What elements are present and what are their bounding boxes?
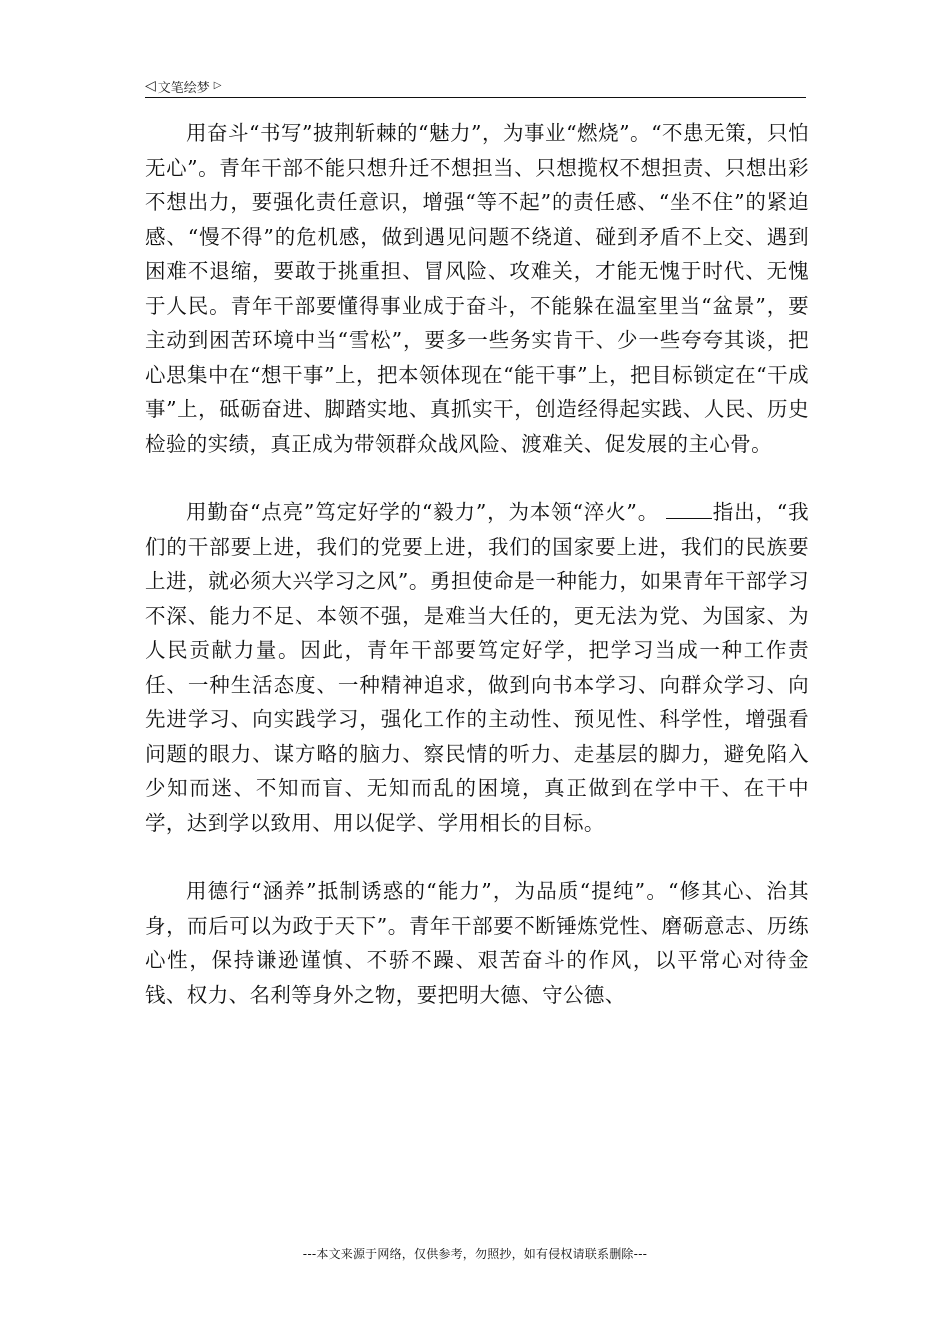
redacted-blank xyxy=(666,500,712,519)
paragraph-diligence xyxy=(145,495,809,840)
document-body xyxy=(145,116,809,1046)
paragraph-diligence-body: 指出，“我们的干部要上进，我们的党要上进，我们的国家要上进，我们的民族要上进，就必须大兴学习之风”。勇担使命是一种能力，如果青年干部学习不深、能力不足、本领不强，是难当大任的，更无法为党、为国家、为人民贡献力量。因此，青年干部要笃定好学，把学习当成一种工作责任、一种生活态度、一种精神追求，做到向书本学习、向群众学习、向先进学习、向实践学习，强化工作的主动性、预见性、科学性，增强看问题的眼力、谋方略的脑力、察民情的听力、走基层的脚力，避免陷入少知而迷、不知而盲、无知而乱的困境，真正做到在学中干、在干中学，达到学以致用、用以促学、学用相长的目标。 xyxy=(145,500,809,835)
paragraph-diligence-lead: 用勤奋“点亮”笃定好学的“毅力”，为本领“淬火”。 xyxy=(186,500,660,524)
header-divider xyxy=(145,97,806,98)
paragraph-virtue: 用德行“涵养”抵制诱惑的“能力”，为品质“提纯”。“修其心、治其身，而后可以为政于天下”。青年干部要不断锤炼党性、磨砺意志、历练心性，保持谦逊谨慎、不骄不躁、艰苦奋斗的作风，以平常心对待金钱、权力、名利等身外之物，要把明大德、守公德、 xyxy=(145,879,809,1007)
footer-notice: ---本文来源于网络，仅供参考，勿照抄，如有侵权请联系删除--- xyxy=(302,1247,648,1261)
paragraph-struggle: 用奋斗“书写”披荆斩棘的“魅力”，为事业“燃烧”。“不患无策，只怕无心”。青年干部不能只想升迁不想担当、只想揽权不想担责、只想出彩不想出力，要强化责任意识，增强“等不起”的责任感、“坐不住”的紧迫感、“慢不得”的危机感，做到遇见问题不绕道、碰到矛盾不上交、遇到困难不退缩，要敢于挑重担、冒风险、攻难关，才能无愧于时代、无愧于人民。青年干部要懂得事业成于奋斗，不能躲在温室里当“盆景”，要主动到困苦环境中当“雪松”，要多一些务实肯干、少一些夸夸其谈，把心思集中在“想干事”上，把本领体现在“能干事”上，把目标锁定在“干成事”上，砥砺奋进、脚踏实地、真抓实干，创造经得起实践、人民、历史检验的实绩，真正成为带领群众战风险、渡难关、促发展的主心骨。 xyxy=(145,121,809,456)
page-header xyxy=(145,74,222,98)
triangle-left-icon: ◁ xyxy=(145,78,156,94)
triangle-right-icon: ▷ xyxy=(213,80,222,91)
header-title: 文笔绘梦 xyxy=(157,80,210,96)
